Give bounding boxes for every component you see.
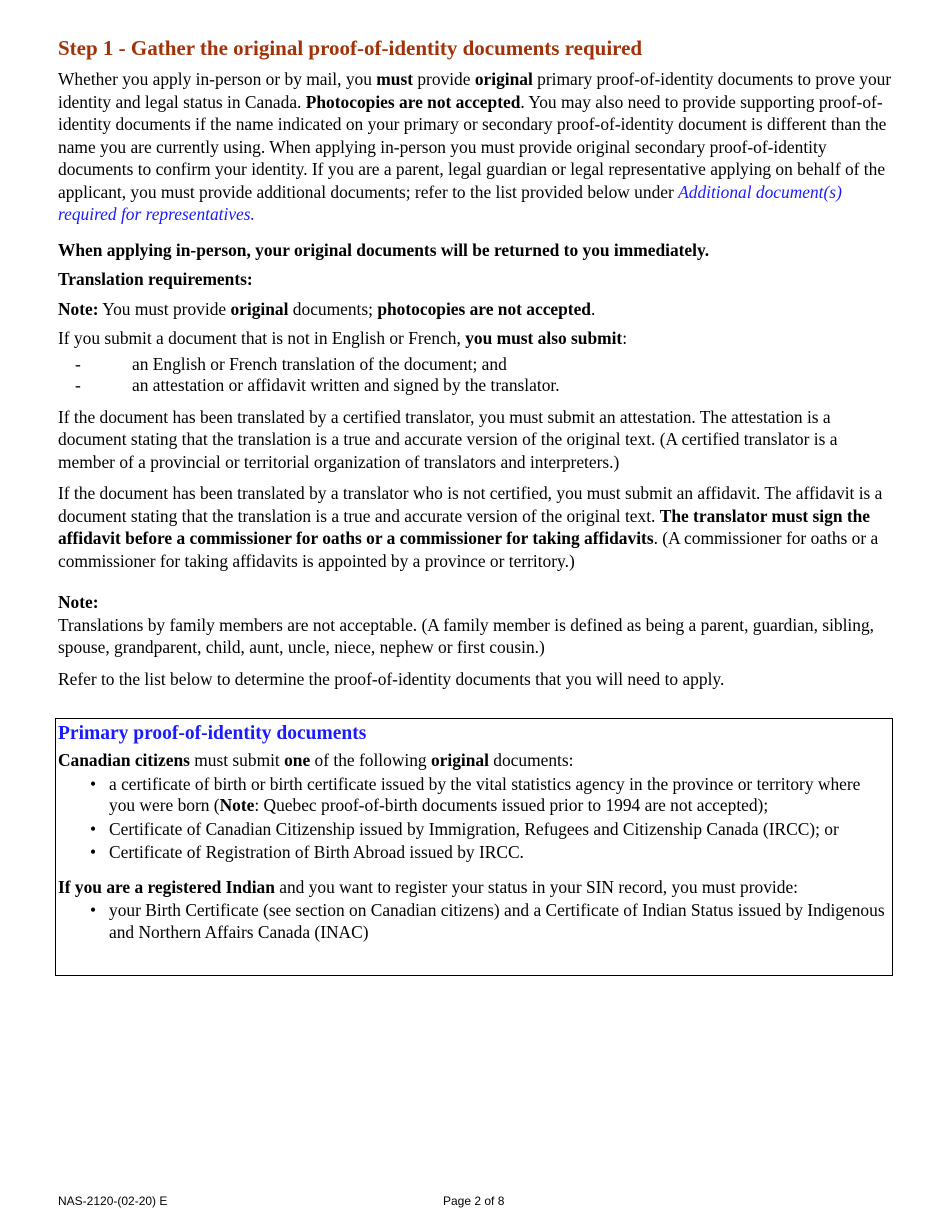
list-item: • a certificate of birth or birth certificate issued by the vital statistics agency in the province or territory where you were born (Note: Quebec proof-of-birth documents issued prior to 1994 are not accepted); <box>90 773 861 815</box>
list-item: - an English or French translation of the document; and <box>75 353 507 374</box>
step-title: Step 1 - Gather the original proof-of-identity documents required <box>58 36 643 60</box>
note2-text: Translations by family members are not acceptable. (A family member is defined as being a parent, guardian, sibling, spouse, grandparent, child, aunt, uncle, niece, nephew or first cousin.) <box>58 614 875 657</box>
primary-documents-box <box>55 718 893 976</box>
list-item: • Certificate of Canadian Citizenship issued by Immigration, Refugees and Citizenship Canada (IRCC); or <box>90 818 839 839</box>
translation-note: Note: You must provide original documents; photocopies are not accepted. <box>58 298 596 319</box>
citizens-list <box>58 774 890 864</box>
primary-title: Primary proof-of-identity documents <box>58 723 367 744</box>
representatives-link[interactable]: Additional document(s) required for representatives. <box>58 181 842 224</box>
certified-paragraph: If the document has been translated by a certified translator, you must submit an attestation. The attestation is a document stating that the translation is a true and accurate version of the original text. (A certified translator is a member of a provincial or territorial organization of translators and interpreters.) <box>58 406 838 472</box>
note2-label: Note: <box>58 592 99 612</box>
document-body <box>58 34 894 690</box>
returned-notice: When applying in-person, your original documents will be returned to you immediately. <box>58 239 710 260</box>
intro-paragraph: Whether you apply in-person or by mail, you must provide original primary proof-of-identity documents to prove your identity and legal status in Canada. Photocopies are not accepted. You may also need to provide supporting proof-of-identity documents if the name indicated on your primary or secondary proof-of-identity document is different than the name you are currently using. When applying in-person you must provide original secondary proof-of-identity documents to confirm your identity. If you are a parent, legal guardian or legal representative applying on behalf of the applicant, you must provide additional documents; refer to the list provided below under Additional document(s) required for representatives. <box>58 69 892 224</box>
list-item: • your Birth Certificate (see section on Canadian citizens) and a Certificate of Indian Status issued by Indigenous and Northern Affairs Canada (INAC) <box>90 900 885 942</box>
translation-list <box>58 354 894 397</box>
indian-paragraph: If you are a registered Indian and you want to register your status in your SIN record, you must provide: <box>58 876 798 897</box>
page-number: Page 2 of 8 <box>443 1194 505 1208</box>
form-code: NAS-2120-(02-20) E <box>58 1194 168 1208</box>
translation-heading: Translation requirements: <box>58 269 253 289</box>
translation-submit: If you submit a document that is not in English or French, you must also submit: <box>58 328 628 348</box>
list-item: - an attestation or affidavit written and signed by the translator. <box>75 375 560 395</box>
indian-list <box>58 900 890 943</box>
citizens-paragraph: Canadian citizens must submit one of the following original documents: <box>58 750 574 770</box>
list-item: • Certificate of Registration of Birth Abroad issued by IRCC. <box>90 842 524 862</box>
uncertified-paragraph: If the document has been translated by a translator who is not certified, you must submit an affidavit. The affidavit is a document stating that the translation is a true and accurate version of the original text. The translator must sign the affidavit before a commissioner for oaths or a commissioner for taking affidavits. (A commissioner for oaths or a commissioner for taking affidavits is appointed by a province or territory.) <box>58 483 883 571</box>
refer-paragraph: Refer to the list below to determine the proof-of-identity documents that you will need to apply. <box>58 668 725 689</box>
